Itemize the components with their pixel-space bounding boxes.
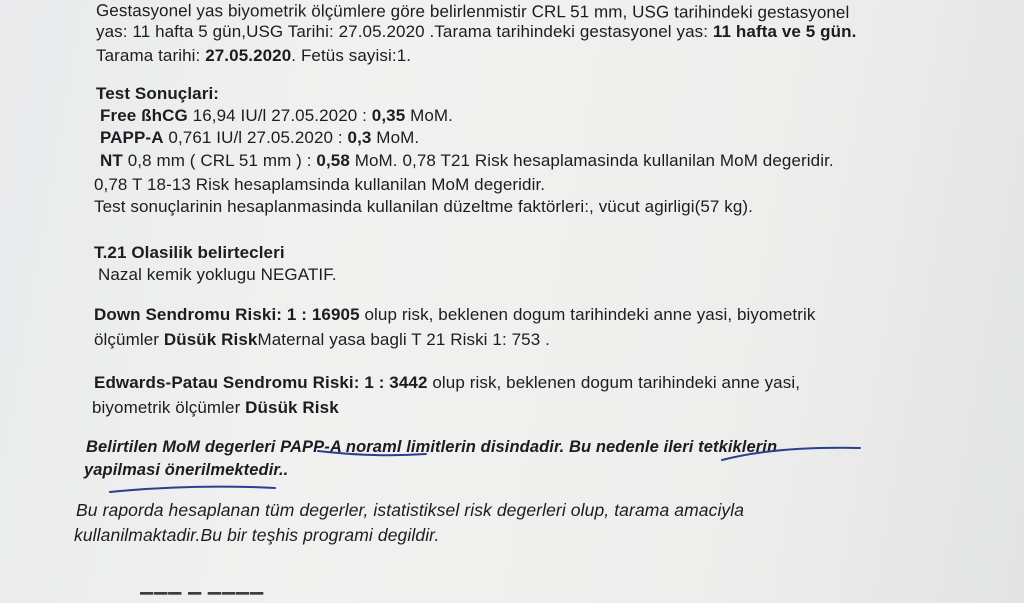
nasal-bone-line: Nazal kemik yoklugu NEGATIF.: [98, 265, 337, 284]
papp-a-row: PAPP-A 0,761 IU/l 27.05.2020 : 0,3 MoM.: [100, 128, 420, 147]
free-bhcg-row: Free ßhCG 16,94 IU/l 27.05.2020 : 0,35 MoM.: [100, 106, 454, 125]
disclaimer-line-1: Bu raporda hesaplanan tüm degerler, istatistiksel risk degerleri olup, tarama amaciyla: [76, 500, 745, 520]
nt-row: NT 0,8 mm ( CRL 51 mm ) : 0,58 MoM. 0,78 T21 Risk hesaplamasinda kullanilan MoM degeridir.: [100, 151, 834, 170]
t21-markers-heading: T.21 Olasilik belirtecleri: [94, 243, 285, 262]
mom-warning-line-1: Belirtilen MoM degerleri PAPP-A noraml limitlerin disindadir. Bu nedenle ileri tetkiklerin: [86, 438, 778, 456]
edwards-patau-risk-line-2: biyometrik ölçümler Düsük Risk: [92, 398, 339, 417]
test-results-heading: Test Sonuçlari:: [96, 84, 220, 103]
cut-off-bottom-text: ▔▔▔ ▔ ▔▔▔▔: [140, 593, 265, 603]
disclaimer-line-2: kullanilmaktadir.Bu bir teşhis programi degildir.: [74, 525, 440, 545]
down-syndrome-risk-line-1: Down Sendromu Riski: 1 : 16905 olup risk, beklenen dogum tarihindeki anne yasi, biyometrik: [94, 305, 816, 324]
t18-13-mom-line: 0,78 T 18-13 Risk hesaplamsinda kullanilan MoM degeridir.: [94, 175, 546, 194]
down-syndrome-risk-line-2: ölçümler Düsük RiskMaternal yasa bagli T 21 Riski 1: 753 .: [94, 330, 550, 349]
edwards-patau-risk-line-1: Edwards-Patau Sendromu Riski: 1 : 3442 olup risk, beklenen dogum tarihindeki anne yasi,: [94, 373, 801, 392]
gestational-age-line-1: Gestasyonel yas biyometrik ölçümlere göre belirlenmistir CRL 51 mm, USG tarihindeki gestasyonel: [95, 1, 850, 22]
screening-date-line: Tarama tarihi: 27.05.2020. Fetüs sayisi:1.: [96, 46, 412, 65]
mom-warning-line-2: yapilmasi önerilmektedir..: [84, 461, 289, 479]
pen-underline-yapilmasi: [110, 487, 275, 492]
gestational-age-line-2: yas: 11 hafta 5 gün,USG Tarihi: 27.05.2020 .Tarama tarihindeki gestasyonel yas: 11 hafta ve 5 gün.: [96, 22, 857, 41]
correction-factors-line: Test sonuçlarinin hesaplanmasinda kullanilan düzeltme faktörleri:, vücut agirligi(57 kg).: [94, 197, 754, 216]
